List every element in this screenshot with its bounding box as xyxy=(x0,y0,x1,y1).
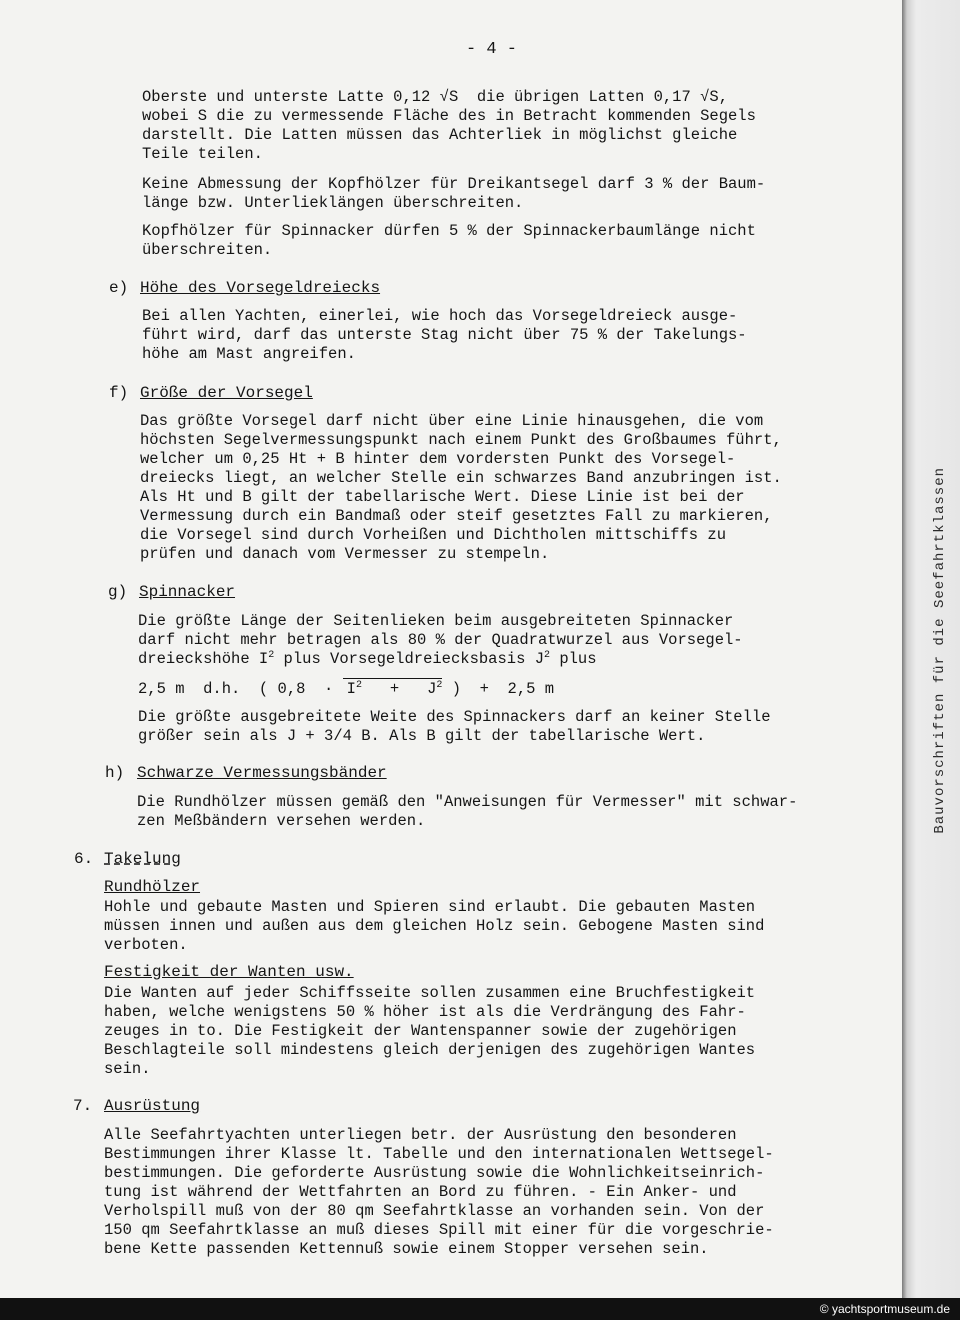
section-g-body-1: Die größte Länge der Seitenlieken beim ausgebreiteten Spinnacker darf nicht mehr betragen als 80 % der Quadratwurzel aus Vorsegel- xyxy=(138,612,743,649)
section-e-heading: Höhe des Vorsegeldreiecks xyxy=(140,279,381,297)
section-7-label: 7. xyxy=(73,1097,93,1115)
footer-bar xyxy=(0,1298,960,1320)
section-7-body: Alle Seefahrtyachten unterliegen betr. der Ausrüstung den besonderen Bestimmungen ihrer Klasse lt. Tabelle und den internationalen Wettsegel- bestimmungen. Die geforderte Ausrüstung sowie die Wohnlichkeitseinrich- tung ist während der Wettfahrten an Bord zu führen. - Ein Anker- und Verholspill muß von der 80 qm Seefahrtklasse an vorhanden sein. Von der 150 qm Seefahrtklasse an muß dieses Spill mit einer für die vorgeschrie- bene Kette passenden Kettennuß sowie einem Stopper versehen sein. xyxy=(104,1126,774,1258)
square-root-icon: $I^2 + J^2$ xyxy=(343,678,443,699)
spinnacker-formula: 2,5 m d.h. ( $0,8 \cdot I^2 + J^2$ ) + 2,5 m xyxy=(138,679,555,698)
section-g-body-line3: dreieckshöhe $I^2$ plus Vorsegeldreiecksbasis $J^2$ plus xyxy=(138,649,597,668)
spine-label: Bauvorschriften für die Seefahrtklassen xyxy=(932,466,948,834)
section-6-sub-rundhoelzer-heading: Rundhölzer xyxy=(104,878,201,896)
page-number: - 4 - xyxy=(466,40,518,59)
section-6-label: 6. xyxy=(74,850,94,868)
section-6-sub-rundhoelzer-body: Hohle und gebaute Masten und Spieren sind erlaubt. Die gebauten Masten müssen innen und außen aus dem gleichen Holz sein. Gebogene Masten sind verboten. xyxy=(104,898,765,954)
section-h-body: Die Rundhölzer müssen gemäß den "Anweisungen für Vermesser" mit schwar- zen Meßbändern versehen werden. xyxy=(137,793,798,830)
intro-paragraph-headboards: Keine Abmessung der Kopfhölzer für Dreikantsegel darf 3 % der Baum- länge bzw. Unterlieklängen überschreiten. xyxy=(142,175,766,212)
section-6-heading: Takelung xyxy=(104,850,181,868)
section-g-heading: Spinnacker xyxy=(139,583,236,601)
section-f-label: f) xyxy=(109,384,129,402)
section-6-sub-wanten-body: Die Wanten auf jeder Schiffsseite sollen zusammen eine Bruchfestigkeit haben, welche wenigstens 50 % höher ist als die Verdrängung des Fahr- zeuges in to. Die Festigkeit der Wantenspanner sowie der zugehörigen Beschlagteile soll mindestens gleich derjenigen des zugehörigen Wantes sein. xyxy=(104,984,756,1078)
section-f-body: Das größte Vorsegel darf nicht über eine Linie hinausgehen, die vom höchsten Segelvermessungspunkt nach einem Punkt des Großbaumes führt, welcher um 0,25 Ht + B hinter dem vordersten Punkt des Vorsegel- dreiecks liegt, an welcher Stelle ein schwarzes Band anzubringen ist. Als Ht und B gilt der tabellarische Wert. Diese Linie ist bei der Vermessung durch ein Bandmaß oder steif gesetztes Fall zu markieren, die Vorsegel sind durch Vorheißen und Dichtholen mittschiffs zu prüfen und danach vom Vermesser zu stempeln. xyxy=(140,412,782,563)
section-e-body: Bei allen Yachten, einerlei, wie hoch das Vorsegeldreieck ausge- führt wird, darf das unterste Stag nicht über 75 % der Takelungs- höhe am Mast angreifen. xyxy=(142,307,747,363)
section-6-sub-wanten-heading: Festigkeit der Wanten usw. xyxy=(104,963,354,981)
section-g-label: g) xyxy=(108,583,128,601)
copyright-credit: © yachtsportmuseum.de xyxy=(819,1302,950,1316)
section-h-heading: Schwarze Vermessungsbänder xyxy=(137,764,387,782)
intro-paragraph-spinnaker-headboards: Kopfhölzer für Spinnacker dürfen 5 % der Spinnackerbaumlänge nicht überschreiten. xyxy=(142,222,756,259)
section-h-label: h) xyxy=(105,764,125,782)
intro-paragraph-battens: Oberste und unterste Latte 0,12 √S die übrigen Latten 0,17 √S, wobei S die zu vermessende Fläche des in Betracht kommenden Segels darstellt. Die Latten müssen das Achterliek in möglichst gleiche Teile teilen. xyxy=(142,88,756,163)
section-e-label: e) xyxy=(109,279,129,297)
section-g-body-2: Die größte ausgebreitete Weite des Spinnackers darf an keiner Stelle größer sein als J + 3/4 B. Als B gilt der tabellarische Wert. xyxy=(138,708,771,745)
section-7-heading: Ausrüstung xyxy=(104,1097,201,1115)
section-f-heading: Größe der Vorsegel xyxy=(140,384,313,402)
